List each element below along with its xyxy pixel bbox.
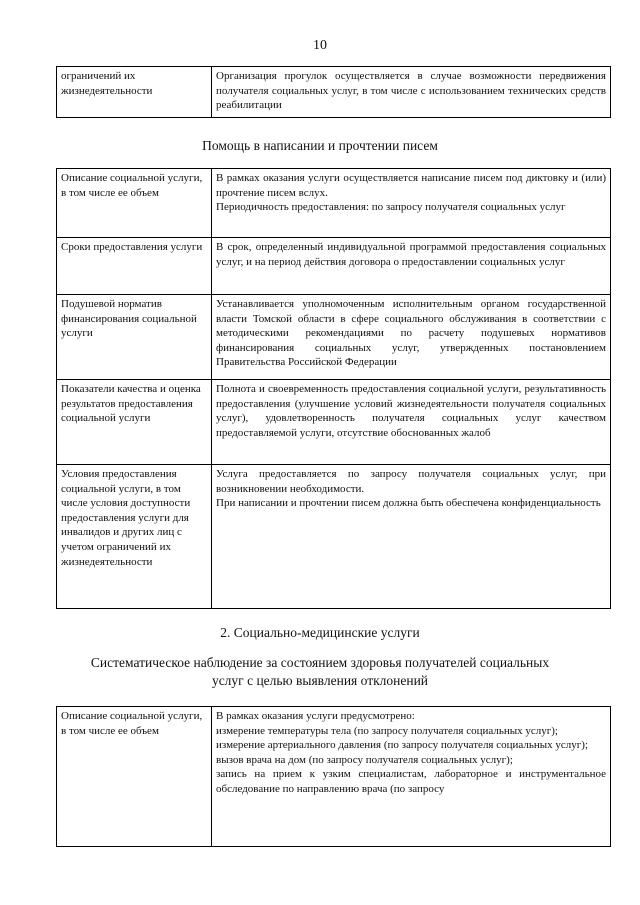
row-label: Описание социальной услуги, в том числе ее объем (57, 707, 212, 847)
section-title: 2. Социально-медицинские услуги (220, 625, 420, 640)
table-row (57, 707, 611, 847)
table-row (57, 380, 611, 465)
row-content (212, 67, 611, 118)
continuation-table (56, 66, 611, 118)
row-content-paragraph: вызов врача на дом (по запросу получателя социальных услуг); (216, 753, 513, 766)
table-row (57, 67, 611, 118)
row-content (212, 465, 611, 609)
row-content-paragraph: измерение артериального давления (по запросу получателя социальных услуг); (216, 739, 589, 752)
row-label: Показатели качества и оценка результатов предоставления социальной услуги (57, 380, 212, 465)
row-label: Условия предоставления социальной услуги, в том числе условия доступности предоставления услуги для инвалидов и других лиц с учетом ограничений их жизнедеятельности (57, 465, 212, 609)
row-content-paragraph: измерение температуры тела (по запросу получателя социальных услуг); (216, 724, 558, 737)
table-row (57, 465, 611, 609)
row-label: Подушевой норматив финансирования социальной услуги (57, 295, 212, 380)
row-content-paragraph: Полнота и своевременность предоставления социальной услуги, результативность предоставления (улучшение условий жизнедеятельности получателя социальных услуг), удовлетворенность получателя социальных услуг качеством предоставляемой услуги, отсутствие обоснованных жалоб (216, 383, 606, 439)
letters-service-table (56, 168, 611, 609)
row-content (212, 707, 611, 847)
row-label: ограничений их жизнедеятельности (57, 67, 212, 118)
table-row (57, 238, 611, 295)
row-content (212, 238, 611, 295)
row-content-paragraph: запись на прием к узким специалистам, лабораторное и инструментальное обследование по направлению врача (по запросу (216, 768, 606, 795)
row-content-paragraph: При написании и прочтении писем должна быть обеспечена конфиденциальность (216, 497, 601, 510)
row-content-paragraph: Устанавливается уполномоченным исполнительным органом государственной власти Томской области в сфере социального обслуживания в соответствии с методическими рекомендациями по расчету подушевых нормативов финансирования социальных услуг, утвержденных постановлением Правительства Российской Федерации (216, 298, 606, 369)
table-row (57, 295, 611, 380)
row-content-paragraph: Услуга предоставляется по запросу получателя социальных услуг, при возникновении необходимости. (216, 468, 606, 495)
row-content (212, 295, 611, 380)
row-content-paragraph: В рамках оказания услуги осуществляется написание писем под диктовку и (или) прочтение писем вслух. (216, 172, 606, 199)
row-content (212, 380, 611, 465)
row-content (212, 169, 611, 238)
section-heading-health: Систематическое наблюдение за состоянием здоровья получателей социальных услуг с целью выявления отклонений (90, 655, 550, 688)
section-heading-letters: Помощь в написании и прочтении писем (202, 138, 438, 153)
row-content-paragraph: Периодичность предоставления: по запросу получателя социальных услуг (216, 201, 566, 214)
row-content-paragraph: Организация прогулок осуществляется в случае возможности передвижения получателя социальных услуг, в том числе с использованием технических средств реабилитации (216, 70, 606, 112)
health-service-table (56, 706, 611, 847)
table-row (57, 169, 611, 238)
row-content-paragraph: В срок, определенный индивидуальной программой предоставления социальных услуг, и на период действия договора о предоставлении социальных услуг (216, 241, 606, 268)
row-content-paragraph: В рамках оказания услуги предусмотрено: (216, 710, 415, 722)
row-label: Описание социальной услуги, в том числе ее объем (57, 169, 212, 238)
page-number: 10 (313, 38, 327, 53)
row-label: Сроки предоставления услуги (57, 238, 212, 295)
